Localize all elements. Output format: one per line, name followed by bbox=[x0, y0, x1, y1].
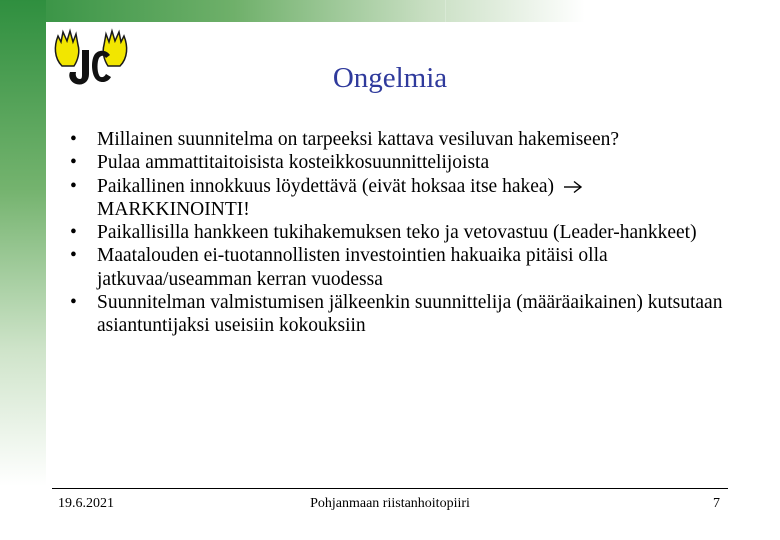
bullet-item bbox=[70, 244, 730, 291]
bullet-dot: • bbox=[70, 152, 77, 174]
top-divider bbox=[445, 0, 446, 22]
bullet-text-emphasis: MARKKINOINTI! bbox=[97, 198, 250, 220]
bullet-text: Maatalouden ei-tuotannollisten investointien hakuaika pitäisi olla jatkuvaa/useamman kerran vuodessa bbox=[97, 245, 608, 290]
bullet-item bbox=[70, 221, 730, 244]
bullet-item bbox=[70, 175, 730, 222]
top-gradient-band bbox=[0, 0, 780, 22]
bullet-text: Pulaa ammattitaitoisista kosteikkosuunnittelijoista bbox=[97, 152, 490, 174]
right-arrow-icon bbox=[563, 180, 583, 194]
footer-date: 19.6.2021 bbox=[58, 496, 114, 511]
bullet-text: Paikallinen innokkuus löydettävä (eivät hoksaa itse hakea) bbox=[97, 175, 555, 197]
bullet-dot: • bbox=[70, 292, 77, 314]
left-gradient-band bbox=[0, 0, 46, 540]
bullet-text: Paikallisilla hankkeen tukihakemuksen teko ja vetovastuu (Leader-hankkeet) bbox=[97, 222, 697, 244]
bullet-dot: • bbox=[70, 175, 77, 197]
bullet-dot: • bbox=[70, 129, 77, 150]
antler-logo-icon bbox=[52, 28, 130, 90]
bullet-text: Millainen suunnitelma on tarpeeksi kattava vesiluvan hakemiseen? bbox=[97, 129, 620, 150]
bullet-item bbox=[70, 128, 730, 151]
bullet-item bbox=[70, 151, 730, 174]
bullet-text: Suunnitelman valmistumisen jälkeenkin suunnittelija (määräaikainen) kutsutaan asiantuntijaksi useisiin kokouksiin bbox=[97, 292, 723, 337]
bullet-dot: • bbox=[70, 245, 77, 267]
slide-title: Ongelmia bbox=[332, 62, 448, 94]
page-number: 7 bbox=[713, 496, 720, 511]
bullet-dot: • bbox=[70, 222, 77, 244]
bullet-list bbox=[70, 128, 730, 338]
bullet-item bbox=[70, 291, 730, 338]
footer-divider bbox=[52, 488, 728, 489]
footer-organization: Pohjanmaan riistanhoitopiiri bbox=[310, 496, 470, 511]
